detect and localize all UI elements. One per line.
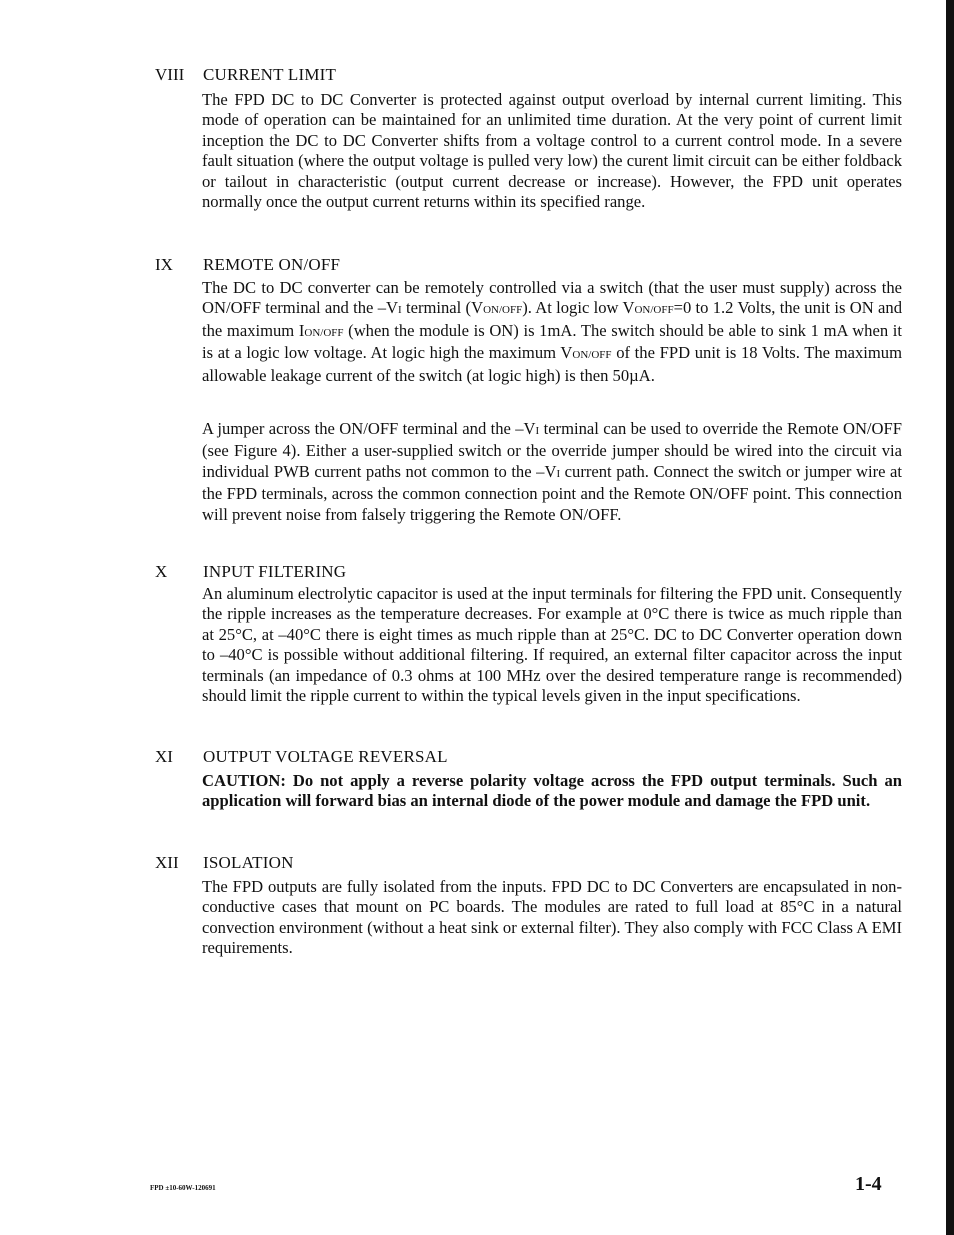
section-number: VIII [155,65,185,84]
section-paragraph: An aluminum electrolytic capacitor is used at the input terminals for filtering the FPD unit. Consequently the ripple increases as the temperature decreases. For example at 0°C there is twice as much ripple than at 25°C, at –40°C there is eight times as much ripple than at 25°C. DC to DC Converter operation down to –40°C is possible without additional filtering. If required, an external filter capacitor across the input terminals (an impedance of 0.3 ohms at 100 MHz over the desired temperature range is recommended) should limit the ripple current to within the typical levels given in the input specifications. [202,584,902,706]
section-number: X [155,562,168,581]
section-title: REMOTE ON/OFF [203,255,341,274]
section-title: INPUT FILTERING [203,562,347,581]
section-paragraph: The FPD DC to DC Converter is protected against output overload by internal current limiting. This mode of operation can be maintained for an unlimited time duration. At the very point of current limit inception the DC to DC Converter shifts from a voltage control to a current control mode. In a severe fault situation (where the output voltage is pulled very low) the curent limit circuit can be either foldback or tailout in characteristic (output current decrease or increase). However, the FPD unit operates normally once the output current returns within its specified range. [202,90,902,212]
section-title: OUTPUT VOLTAGE REVERSAL [203,747,448,766]
section-paragraph: The DC to DC converter can be remotely controlled via a switch (that the user must supply) across the ON/OFF terminal and the –VI terminal (VON/OFF). At logic low VON/OFF=0 to 1.2 Volts, the unit is ON and the maximum ION/OFF (when the module is ON) is 1mA. The switch should be able to sink 1 mA when it is at a logic low voltage. At logic high the maximum VON/OFF of the FPD unit is 18 Volts. The maximum allowable leakage current of the switch (at logic high) is then 50µA. [202,278,903,385]
section-paragraph: The FPD outputs are fully isolated from the inputs. FPD DC to DC Converters are encapsulated in non-conductive cases that mount on PC boards. The modules are rated to full load at 85°C in a natural convection environment (without a heat sink or external filter). They also comply with FCC Class A EMI requirements. [202,877,902,958]
section-number: XI [155,747,173,766]
caution-paragraph: CAUTION: Do not apply a reverse polarity voltage across the FPD output terminals. Such an application will forward bias an internal diode of the power module and damage the FPD unit. [202,771,902,811]
section-number: XII [155,853,179,872]
section-paragraph: A jumper across the ON/OFF terminal and the –VI terminal can be used to override the Remote ON/OFF (see Figure 4). Either a user-supplied switch or the override jumper should be wired into the circuit via individual PWB current paths not common to the –VI current path. Connect the switch or jumper wire at the FPD terminals, across the common connection point and the Remote ON/OFF point. This connection will prevent noise from falsely triggering the Remote ON/OFF. [202,419,902,524]
section-title: CURRENT LIMIT [203,65,337,84]
section-number: IX [155,255,173,274]
document-code: FPD ±10-60W-120691 [150,1184,216,1192]
page-number: 1-4 [855,1173,882,1195]
page-edge-scan-bar [946,0,954,1235]
section-title: ISOLATION [203,853,294,872]
